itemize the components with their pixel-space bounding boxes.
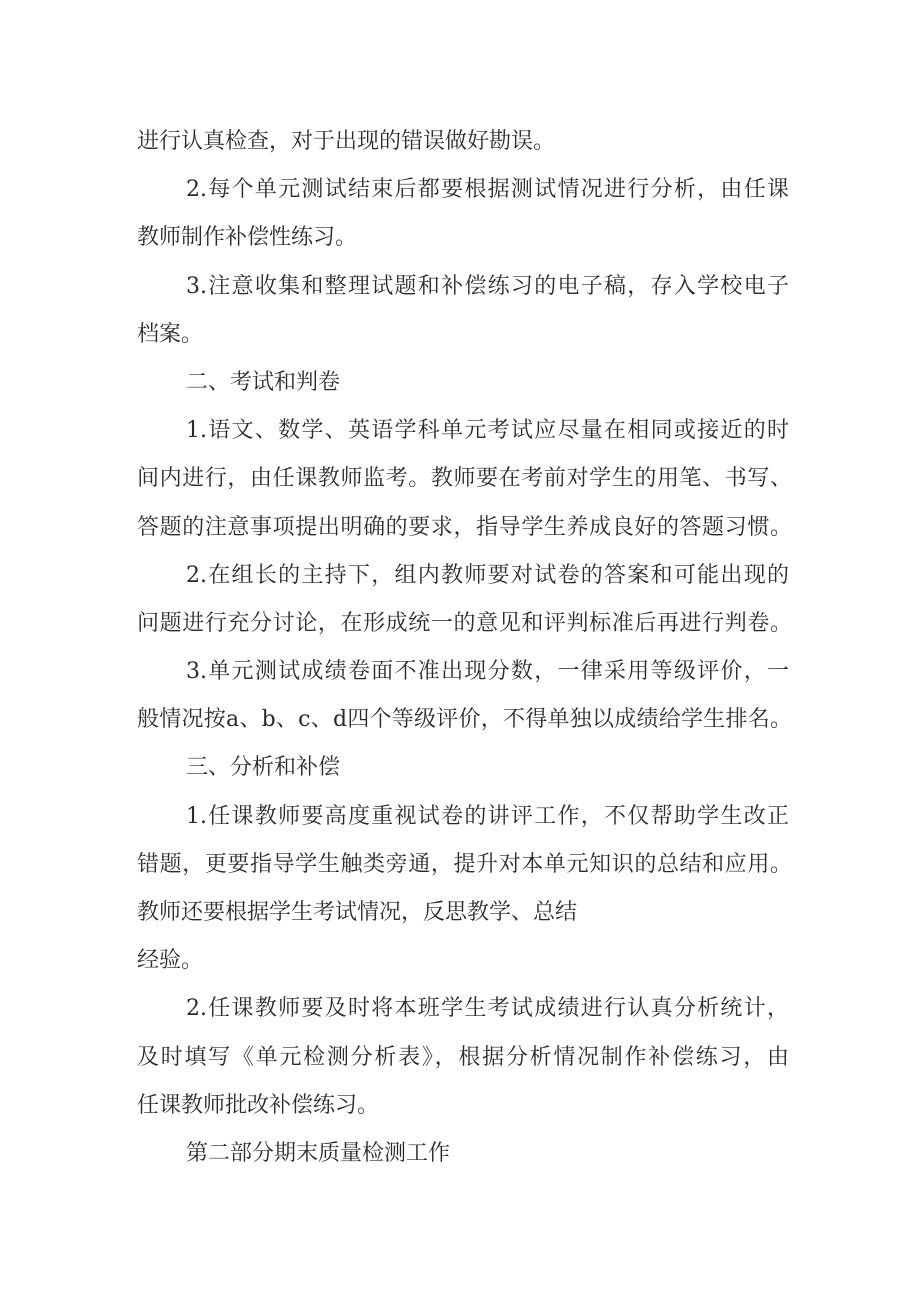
text-line: 任课教师批改补偿练习。: [137, 1093, 380, 1118]
text-line: 教师还要根据学生考试情况，反思教学、总结: [137, 900, 578, 925]
section-heading: 第二部分期末质量检测工作: [186, 1141, 451, 1166]
text-line: 教师制作补偿性练习。: [137, 225, 358, 250]
text-line: 3.单元测试成绩卷面不准出现分数，一律采用等级评价，一: [186, 659, 789, 684]
section-heading: 三、分析和补偿: [186, 755, 341, 780]
text-line: 问题进行充分讨论，在形成统一的意见和评判标准后再进行判卷。: [137, 611, 792, 636]
text-line: 1.语文、数学、英语学科单元考试应尽量在相同或接近的时: [186, 418, 789, 443]
text-line: 档案。: [137, 322, 204, 347]
text-line: 间内进行，由任课教师监考。教师要在考前对学生的用笔、书写、: [137, 466, 792, 491]
text-line: 经验。: [137, 948, 204, 973]
text-line: 般情况按a、b、c、d四个等级评价，不得单独以成绩给学生排名。: [137, 707, 792, 732]
text-line: 3.注意收集和整理试题和补偿练习的电子稿，存入学校电子: [186, 274, 789, 299]
text-line: 2.每个单元测试结束后都要根据测试情况进行分析，由任课: [186, 177, 789, 202]
text-line: 答题的注意事项提出明确的要求，指导学生养成良好的答题习惯。: [137, 515, 792, 540]
text-line: 进行认真检查，对于出现的错误做好勘误。: [137, 129, 556, 154]
text-line: 2.任课教师要及时将本班学生考试成绩进行认真分析统计，: [186, 996, 789, 1021]
text-line: 错题，更要指导学生触类旁通，提升对本单元知识的总结和应用。: [137, 852, 792, 877]
text-line: 及时填写《单元检测分析表》，根据分析情况制作补偿练习，由: [137, 1045, 789, 1070]
section-heading: 二、考试和判卷: [186, 370, 341, 395]
text-line: 1.任课教师要高度重视试卷的讲评工作，不仅帮助学生改正: [186, 804, 789, 829]
text-line: 2.在组长的主持下，组内教师要对试卷的答案和可能出现的: [186, 563, 789, 588]
